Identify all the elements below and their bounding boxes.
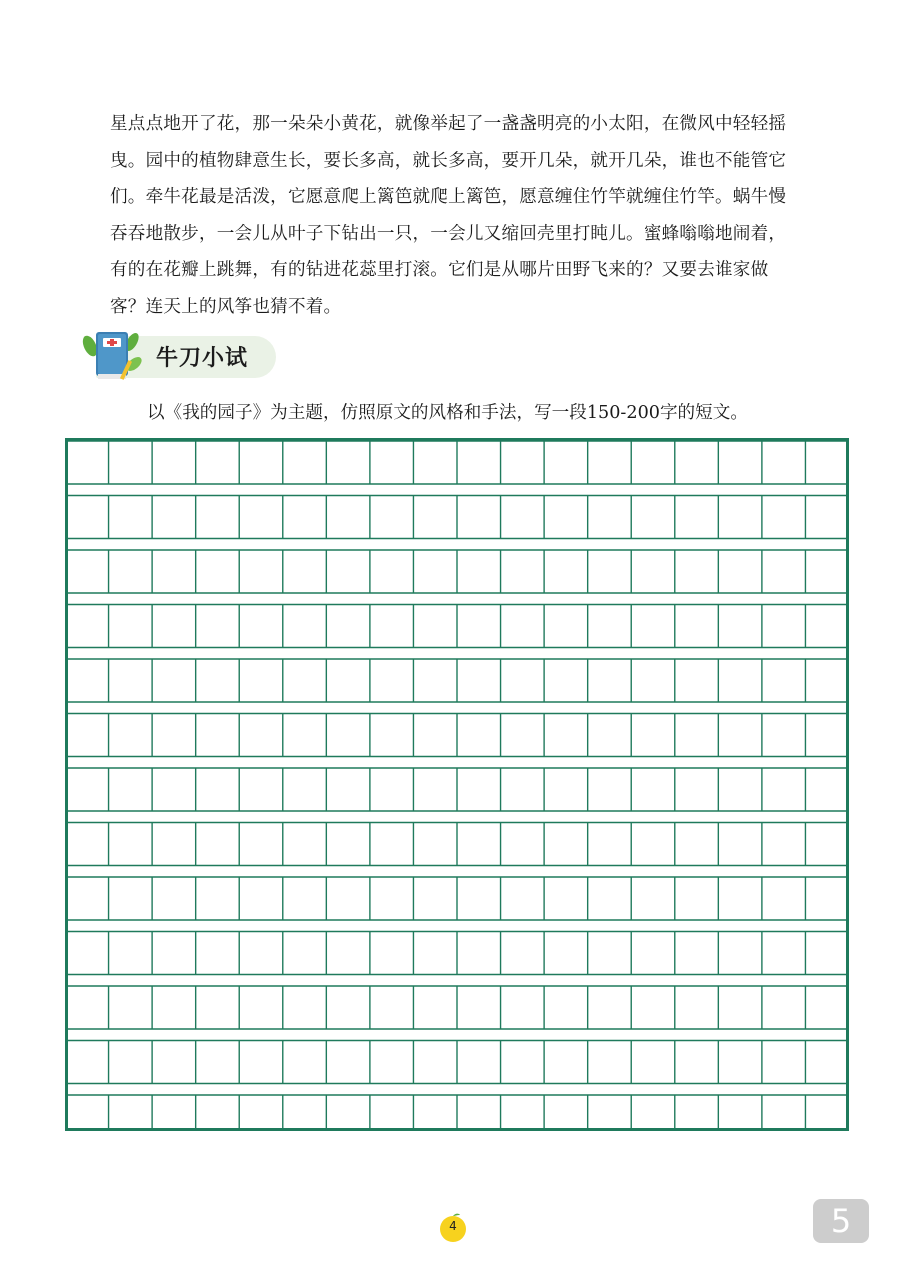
book-icon bbox=[80, 324, 144, 386]
passage-line: 有的在花瓣上跳舞，有的钻进花蕊里打滚。它们是从哪片田野飞来的？又要去谁家做 bbox=[110, 260, 769, 280]
passage-line: 星点点地开了花，那一朵朵小黄花，就像举起了一盏盏明亮的小太阳，在微风中轻轻摇 bbox=[110, 114, 787, 134]
page-number bbox=[439, 1213, 467, 1243]
passage-line: 曳。园中的植物肆意生长，要长多高，就长多高，要开几朵，就开几朵，谁也不能管它 bbox=[110, 150, 787, 171]
instruction-text: 以《我的园子》为主题，仿照原文的风格和手法，写一段150-200字的短文。 bbox=[147, 403, 748, 423]
passage-line: 客？连天上的风筝也猜不着。 bbox=[110, 296, 342, 317]
corner-page-number: 5 bbox=[813, 1199, 869, 1243]
passage-line: 吞吞地散步，一会儿从叶子下钻出一只，一会儿又缩回壳里打盹儿。蜜蜂嗡嗡地闹着， bbox=[110, 223, 787, 244]
writing-grid[interactable] bbox=[65, 438, 849, 1131]
passage bbox=[110, 106, 804, 325]
passage-line: 们。牵牛花最是活泼，它愿意爬上篱笆就爬上篱笆，愿意缠住竹竿就缠住竹竿。蜗牛慢 bbox=[110, 187, 787, 207]
section-banner bbox=[80, 330, 270, 382]
page-number-label: 4 bbox=[449, 1219, 457, 1233]
section-title: 牛刀小试 bbox=[156, 346, 249, 371]
